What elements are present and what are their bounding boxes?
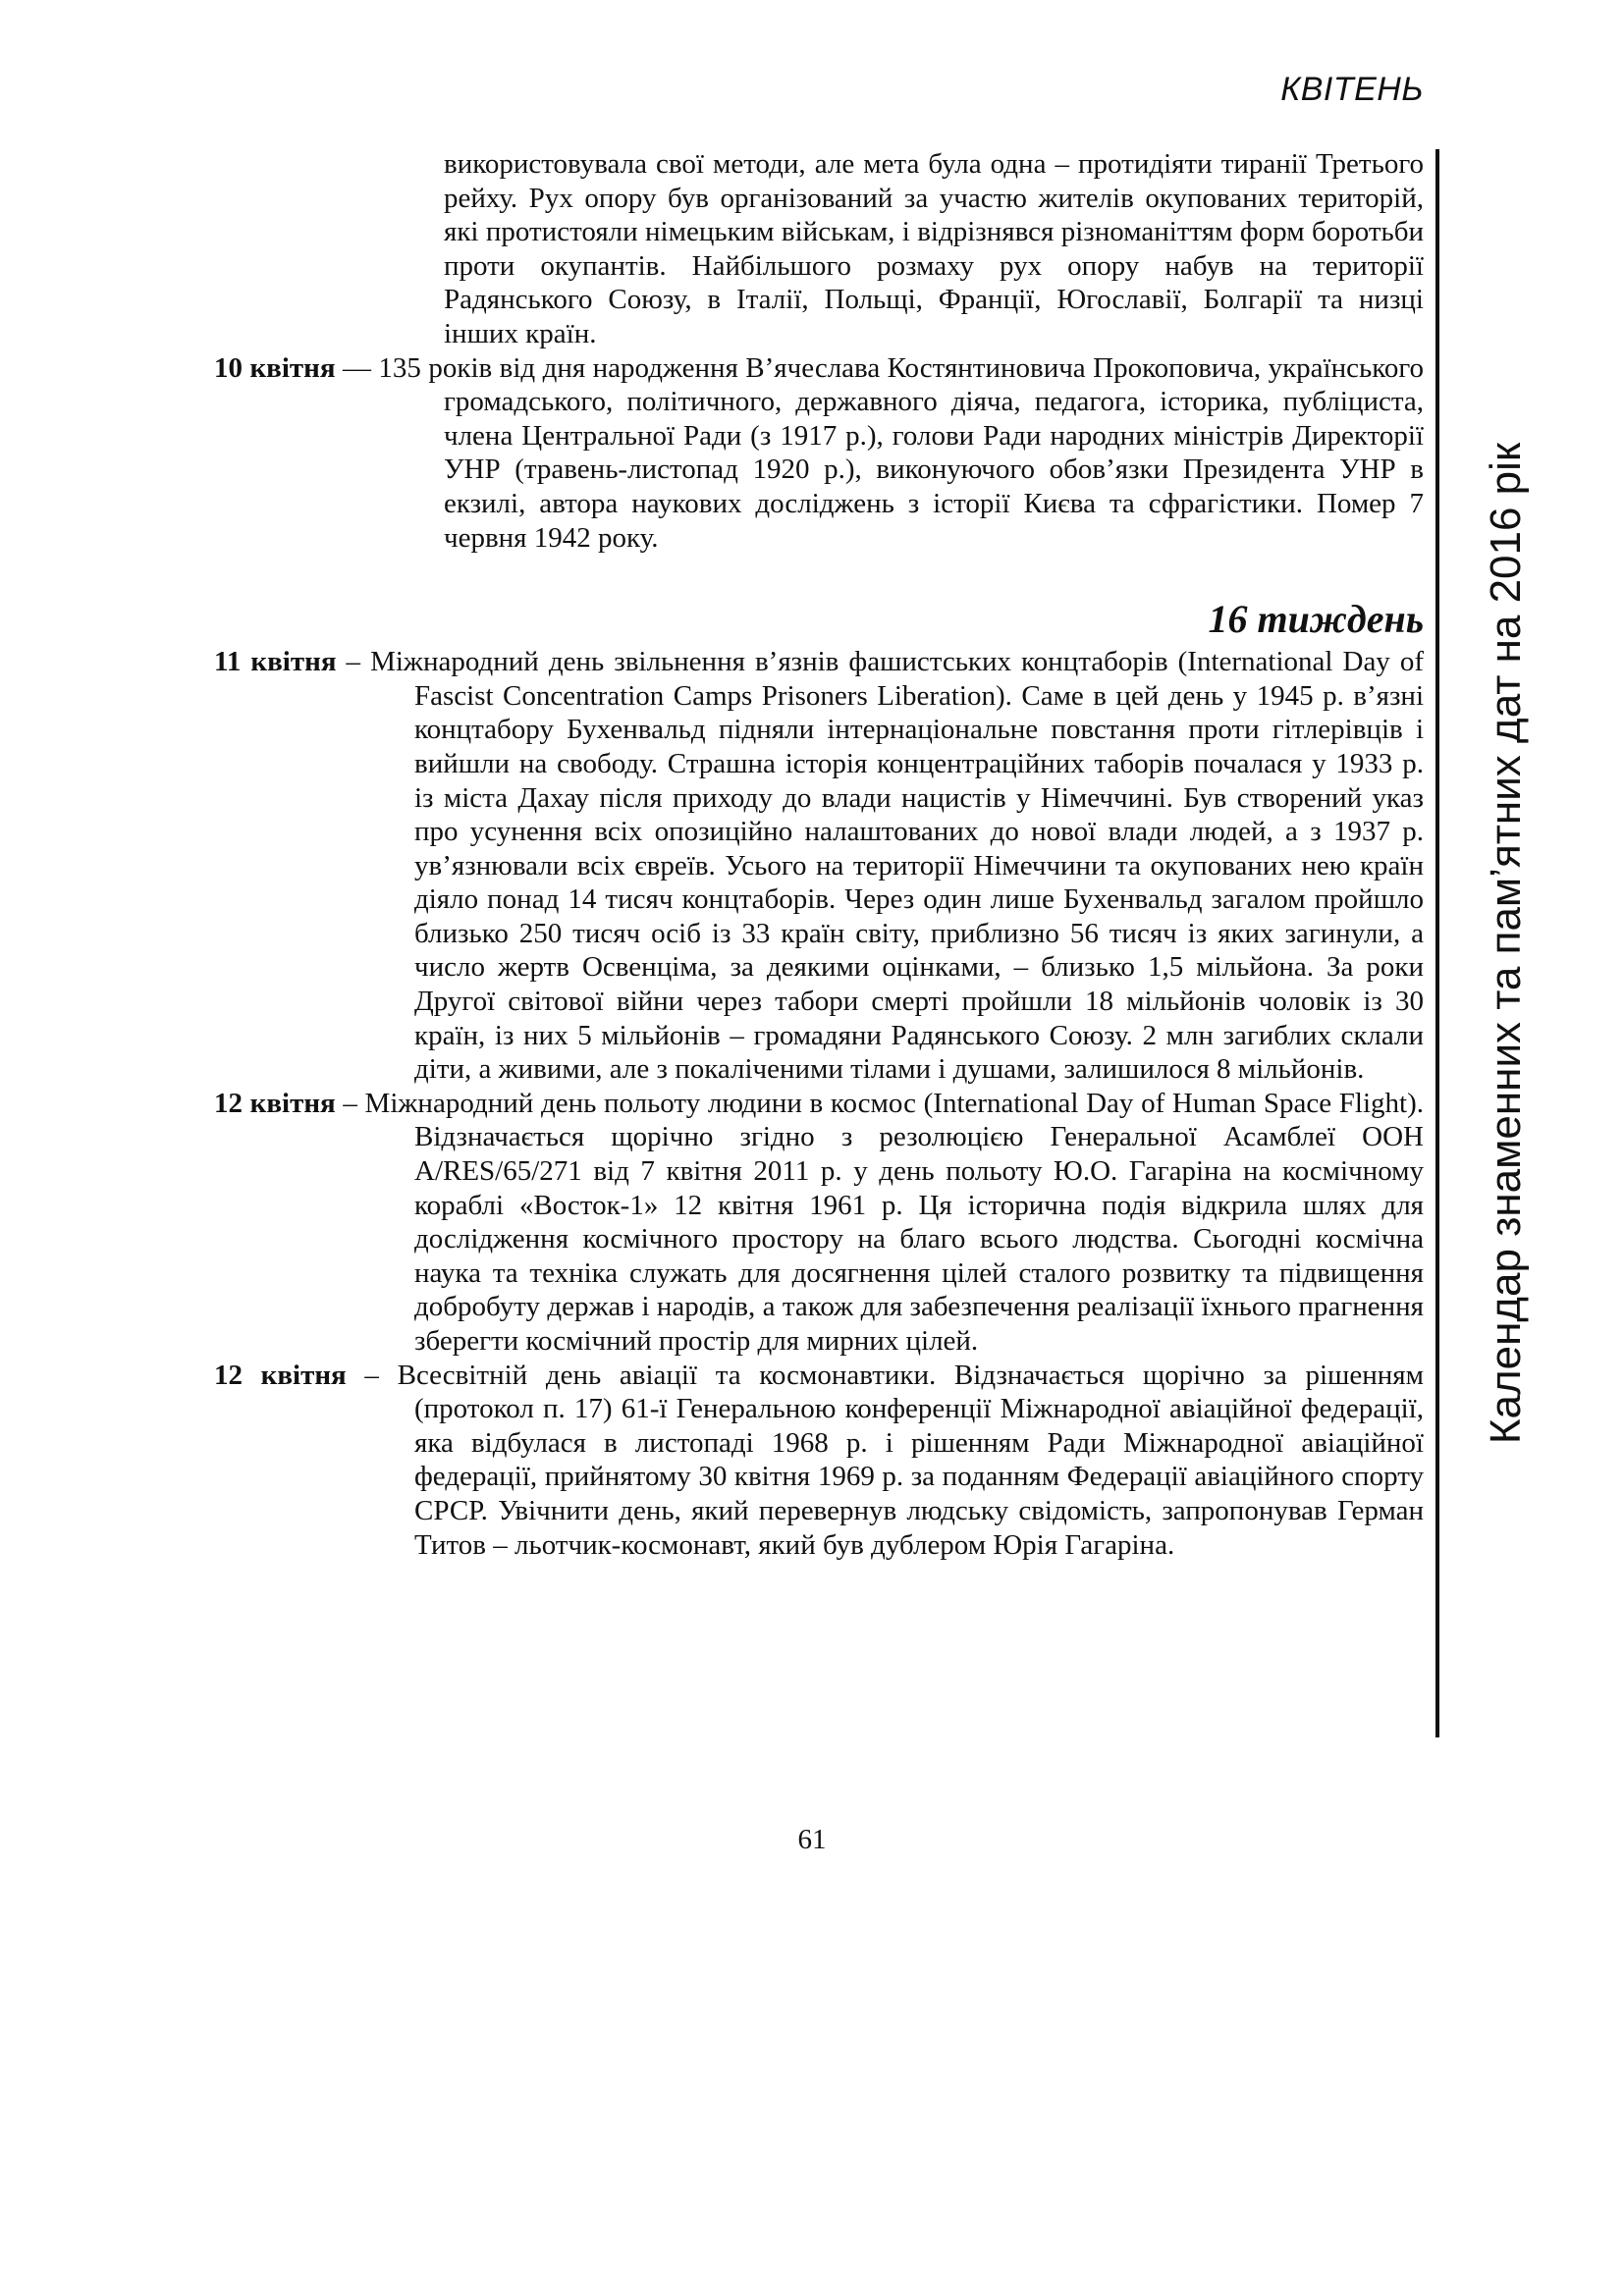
side-title-container [1447,149,1565,1737]
entry-text: Всесвітній день авіації та космонавтики. Відзначається щорічно за рішенням (протокол п. 17) 61-ї Генеральною конференції Міжнародної авіаційної федерації, яка відбулася в листопаді 1968 р. і рішенням Ради Міжнародної авіаційної федерації, прийнятому 30 квітня 1969 р. за поданням Федерації авіаційного спорту СРСР. Увічнити день, який перевернув людську свідомість, запропонував Герман Титов – льотчик-космонавт, який був дублером Юрія Гагаріна. [397,1359,1424,1561]
entry-date: 12 квітня [214,1359,347,1391]
entry-text: Міжнародний день польоту людини в космос (International Day of Human Space Flight). Відзначається щорічно згідно з резолюцією Генеральної Асамблеї ООН A/RES/65/271 від 7 квітня 2011 р. у день польоту Ю.О. Гагаріна на космічному кораблі «Восток-1» 12 квітня 1961 р. Ця історична подія відкрила шлях для дослідження космічного простору на благо всього людства. Сьогодні космічна наука та техніка служать для досягнення цілей сталого розвитку та підвищення добробуту держав і народів, а також для забезпечення реалізації їхнього прагнення зберегти космічний простір для мирних цілей. [364,1087,1425,1357]
running-head-month: КВІТЕНЬ [1280,71,1424,108]
entry-separator: – [336,646,371,678]
vertical-rule [1435,149,1439,1737]
entry-separator: – [346,1359,398,1391]
entry-date: 10 квітня [214,351,336,384]
entry-april-10 [214,351,1424,556]
entry-separator: — [335,351,379,384]
entry-date: 12 квітня [214,1087,336,1119]
page-content [214,147,1424,1562]
entry-text: 135 років від дня народження В’ячеслава Костянтиновича Прокоповича, українського громадського, політичного, державного діяча, педагога, історика, публіциста, члена Центральної Ради (з 1917 р.), голови Ради народних міністрів Директорії УНР (травень-листопад 1920 р.), виконуючого обов’язки Президента УНР в екзилі, автора наукових досліджень з історії Києва та сфрагістики. Помер 7 червня 1942 року. [378,351,1424,554]
entry-april-12-aviation [214,1359,1424,1563]
entry-text: Міжнародний день звільнення в’язнів фашистських концтаборів (International Day of Fascist Concentration Camps Prisoners Liberation). Саме в цей день у 1945 р. в’язні концтабору Бухенвальд підняли інтернаціональне повстання проти гітлерівців і вийшли на свободу. Страшна історія концентраційних таборів почалася у 1933 р. із міста Дахау після приходу до влади нацистів у Німеччині. Був створений указ про усунення всіх опозиційно налаштованих до нової влади людей, а з 1937 р. ув’язнювали всіх євреїв. Усього на території Німеччини та окупованих нею країн діяло понад 14 тисяч концтаборів. Через один лише Бухенвальд загалом пройшло близько 250 тисяч осіб із 33 країн світу, приблизно 56 тисяч із яких загинули, а число жертв Освенціма, за деякими оцінками, – близько 1,5 мільйона. За роки Другої світової війни через табори смерті пройшли 18 мільйонів чоловік із 30 країн, із них 5 мільйонів – громадяни Радянського Союзу. 2 млн загиблих склали діти, а живими, але з покаліченими тілами і душами, залишилося 8 мільйонів. [370,646,1424,1086]
entry-separator: – [335,1087,365,1119]
week-heading: 16 тиждень [1208,597,1424,642]
side-title: Календар знаменних та пам’ятних дат на 2016 рік [1482,442,1530,1445]
intro-paragraph: використовувала свої методи, але мета була одна – протидіяти тиранії Третього рейху. Рух опору був організований за участю жителів окупованих територій, які протистояли німецьким військам, і відрізнявся різноманіттям форм боротьби проти окупантів. Найбільшого розмаху рух опору набув на території Радянського Союзу, в Італії, Польщі, Франції, Югославії, Болгарії та низці інших країн. [444,148,1424,349]
entry-date: 11 квітня [214,646,337,678]
entry-april-11 [214,645,1424,1087]
page-number: 61 [797,1824,827,1855]
entry-april-12-space-flight [214,1087,1424,1359]
